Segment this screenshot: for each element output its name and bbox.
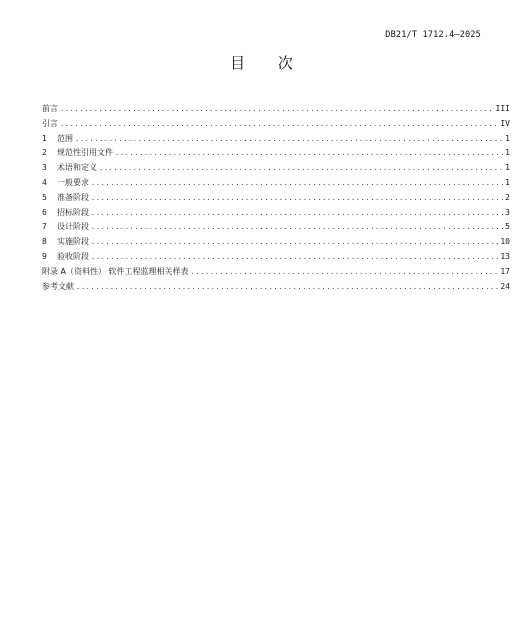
toc-dot-leader xyxy=(91,235,498,250)
toc-entry-label: 术语和定义 xyxy=(57,163,97,173)
toc-dot-leader xyxy=(99,161,503,176)
toc-entry-page-number: 1 xyxy=(505,163,510,173)
toc-entry-label: 招标阶段 xyxy=(57,207,89,217)
toc-entry-number: 7 xyxy=(42,222,47,232)
toc-entry-label: 参考文献 xyxy=(42,281,74,291)
toc-entry-page-number: 10 xyxy=(500,237,510,247)
page-title: 目 次 xyxy=(230,54,307,72)
toc-entry-page-number: III xyxy=(495,104,510,113)
toc-entry-label: 准备阶段 xyxy=(57,192,89,202)
toc-dot-leader xyxy=(60,102,494,117)
toc-entry[interactable] xyxy=(42,220,510,235)
toc-entry-page-number: 2 xyxy=(505,192,510,202)
toc-entry[interactable] xyxy=(42,146,510,161)
document-code: DB21/T 1712.4—2025 xyxy=(385,30,481,40)
toc-entry[interactable] xyxy=(42,280,510,295)
toc-entry-label: 前言 xyxy=(42,104,58,113)
toc-entry-page-number: 24 xyxy=(500,281,510,291)
toc-entry-page-number: 1 xyxy=(505,148,510,158)
toc-dot-leader xyxy=(76,280,498,295)
toc-entry-label: 验收阶段 xyxy=(57,251,89,261)
toc-entry-page-number: 17 xyxy=(500,266,510,276)
toc-entry[interactable] xyxy=(42,265,510,280)
toc-entry-page-number: 3 xyxy=(505,207,510,217)
toc-entry[interactable] xyxy=(42,161,510,176)
toc-dot-leader xyxy=(60,117,498,132)
toc-dot-leader xyxy=(91,191,503,206)
toc-entry[interactable] xyxy=(42,132,510,147)
toc-entry-label: 范围 xyxy=(57,133,73,143)
toc-dot-leader xyxy=(91,250,498,265)
toc-entry-label: 一般要求 xyxy=(57,177,89,187)
toc-dot-leader xyxy=(75,132,503,147)
toc-entry-number: 9 xyxy=(42,251,47,261)
toc-entry-label: 引言 xyxy=(42,118,58,128)
toc-entry-number: 1 xyxy=(42,133,47,143)
toc-entry-number: 5 xyxy=(42,192,47,202)
toc-entry[interactable] xyxy=(42,206,510,221)
toc-entry-label: 设计阶段 xyxy=(57,222,89,232)
toc-entry-number: 3 xyxy=(42,163,47,173)
toc-entry-number: 2 xyxy=(42,148,47,158)
toc-entry[interactable] xyxy=(42,176,510,191)
toc-entry-page-number: 5 xyxy=(505,222,510,232)
toc-entry-page-number: 13 xyxy=(500,251,510,261)
toc-entry[interactable] xyxy=(42,191,510,206)
toc-entry-label: 规范性引用文件 xyxy=(57,148,113,158)
toc-dot-leader xyxy=(115,146,503,161)
toc-entry[interactable] xyxy=(42,102,510,117)
toc-entry-label: 实施阶段 xyxy=(57,237,89,247)
toc-entry[interactable] xyxy=(42,117,510,132)
toc-entry-number: 8 xyxy=(42,237,47,247)
toc-entry[interactable] xyxy=(42,235,510,250)
table-of-contents xyxy=(42,102,510,294)
toc-entry-page-number: 1 xyxy=(505,133,510,143)
toc-dot-leader xyxy=(91,220,503,235)
toc-dot-leader xyxy=(191,265,499,280)
toc-entry-number: 6 xyxy=(42,207,47,217)
toc-dot-leader xyxy=(91,206,503,221)
toc-entry-number: 4 xyxy=(42,177,47,187)
toc-entry-label: 附录 A（资料性） 软件工程监理相关样表 xyxy=(42,266,189,276)
toc-entry-page-number: 1 xyxy=(505,177,510,187)
toc-dot-leader xyxy=(91,176,503,191)
toc-entry[interactable] xyxy=(42,250,510,265)
toc-entry-page-number: IV xyxy=(500,118,510,128)
